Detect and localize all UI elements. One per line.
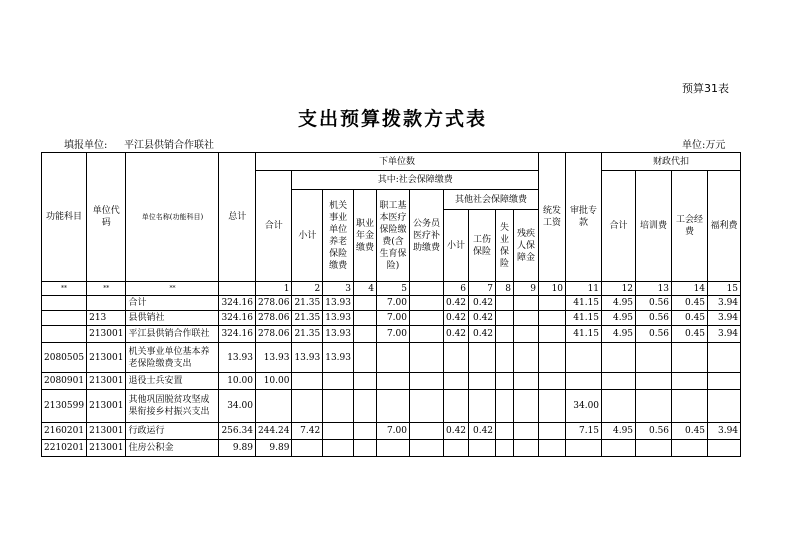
value-cell: 9.89 <box>255 440 292 457</box>
code-cell: ** <box>126 282 219 296</box>
unit-code-cell: 213001 <box>87 440 126 457</box>
value-cell <box>539 296 566 311</box>
value-cell <box>672 343 708 373</box>
filling-unit-name: 平江县供销合作联社 <box>124 140 214 151</box>
unit-name-cell: 平江县供销合作联社 <box>126 326 219 343</box>
table-body <box>42 296 741 457</box>
value-cell <box>409 390 443 423</box>
func-subject-cell: 2080901 <box>42 373 87 390</box>
header-training: 培训费 <box>636 171 672 282</box>
value-cell: 7.00 <box>376 326 409 343</box>
table-row <box>42 423 741 440</box>
value-cell <box>409 440 443 457</box>
value-cell <box>496 326 514 343</box>
value-cell <box>514 390 539 423</box>
unit-code-cell: 213 <box>87 311 126 326</box>
code-cell: ** <box>87 282 126 296</box>
value-cell <box>353 440 376 457</box>
value-cell <box>469 390 496 423</box>
value-cell: 0.45 <box>672 423 708 440</box>
code-cell: 13 <box>636 282 672 296</box>
value-cell <box>409 326 443 343</box>
func-subject-cell: 2130599 <box>42 390 87 423</box>
value-cell: 7.00 <box>376 423 409 440</box>
value-cell: 13.93 <box>323 343 354 373</box>
unit-name-cell: 住房公积金 <box>126 440 219 457</box>
value-cell <box>409 343 443 373</box>
value-cell: 278.06 <box>255 311 292 326</box>
value-cell: 41.15 <box>566 311 602 326</box>
value-cell <box>496 296 514 311</box>
value-cell <box>323 390 354 423</box>
value-cell <box>496 440 514 457</box>
table-row <box>42 326 741 343</box>
value-cell: 3.94 <box>708 326 741 343</box>
table-row <box>42 311 741 326</box>
header-disabled: 残疾人保障金 <box>514 210 539 282</box>
value-cell <box>376 440 409 457</box>
value-cell <box>514 343 539 373</box>
value-cell <box>353 373 376 390</box>
value-cell: 324.16 <box>219 296 256 311</box>
value-cell <box>602 373 636 390</box>
value-cell: 0.56 <box>636 311 672 326</box>
value-cell <box>353 390 376 423</box>
code-cell: 5 <box>376 282 409 296</box>
value-cell <box>602 440 636 457</box>
value-cell: 0.42 <box>443 311 468 326</box>
value-cell: 0.42 <box>469 311 496 326</box>
value-cell <box>602 343 636 373</box>
value-cell: 0.42 <box>469 423 496 440</box>
table-row <box>42 390 741 423</box>
value-cell <box>323 423 354 440</box>
value-cell <box>443 440 468 457</box>
header-social-subtotal: 小计 <box>292 190 323 282</box>
value-cell: 13.93 <box>219 343 256 373</box>
table-row <box>42 296 741 311</box>
value-cell: 7.00 <box>376 296 409 311</box>
header-fiscal: 财政代扣 <box>602 153 741 171</box>
value-cell: 7.00 <box>376 311 409 326</box>
func-subject-cell <box>42 311 87 326</box>
value-cell <box>514 311 539 326</box>
value-cell: 7.15 <box>566 423 602 440</box>
value-cell <box>514 326 539 343</box>
value-cell: 3.94 <box>708 423 741 440</box>
header-pension: 机关事业单位养老保险缴费 <box>323 190 354 282</box>
value-cell <box>353 326 376 343</box>
func-subject-cell: 2160201 <box>42 423 87 440</box>
value-cell: 13.93 <box>255 343 292 373</box>
value-cell: 0.42 <box>469 296 496 311</box>
value-cell <box>672 390 708 423</box>
value-cell: 0.45 <box>672 311 708 326</box>
value-cell <box>708 373 741 390</box>
table-row <box>42 440 741 457</box>
func-subject-cell <box>42 296 87 311</box>
header-annuity: 职业年金缴费 <box>353 190 376 282</box>
value-cell <box>636 343 672 373</box>
value-cell <box>353 423 376 440</box>
value-cell <box>672 440 708 457</box>
value-cell <box>539 440 566 457</box>
unit-code-cell: 213001 <box>87 343 126 373</box>
value-cell <box>539 311 566 326</box>
header-wages: 统发工资 <box>539 153 566 282</box>
header-medical: 职工基本医疗保险缴费(含生育保险) <box>376 190 409 282</box>
code-cell: 2 <box>292 282 323 296</box>
page-title: 支出预算拨款方式表 <box>297 108 487 130</box>
value-cell <box>539 326 566 343</box>
value-cell <box>469 440 496 457</box>
value-cell <box>353 343 376 373</box>
value-cell: 13.93 <box>292 343 323 373</box>
value-cell <box>409 373 443 390</box>
value-cell <box>496 311 514 326</box>
value-cell <box>708 440 741 457</box>
value-cell: 10.00 <box>219 373 256 390</box>
value-cell <box>514 373 539 390</box>
value-cell <box>323 373 354 390</box>
code-row <box>42 282 741 296</box>
unit-name-cell: 其他巩固脱贫攻坚成果衔接乡村振兴支出 <box>126 390 219 423</box>
code-cell: 4 <box>353 282 376 296</box>
value-cell <box>602 390 636 423</box>
header-unit-code: 单位代码 <box>87 153 126 282</box>
code-cell <box>409 282 443 296</box>
func-subject-cell: 2210201 <box>42 440 87 457</box>
value-cell <box>409 296 443 311</box>
code-cell: ** <box>42 282 87 296</box>
value-cell <box>323 440 354 457</box>
unit-name-cell: 行政运行 <box>126 423 219 440</box>
value-cell <box>708 343 741 373</box>
header-other-subtotal: 小计 <box>443 210 468 282</box>
value-cell: 0.56 <box>636 296 672 311</box>
value-cell <box>496 343 514 373</box>
func-subject-cell <box>42 326 87 343</box>
value-cell <box>539 343 566 373</box>
header-welfare: 福利费 <box>708 171 741 282</box>
value-cell <box>496 423 514 440</box>
value-cell: 324.16 <box>219 326 256 343</box>
value-cell <box>409 311 443 326</box>
value-cell: 21.35 <box>292 311 323 326</box>
value-cell: 34.00 <box>566 390 602 423</box>
header-func-subject: 功能科目 <box>42 153 87 282</box>
value-cell: 4.95 <box>602 423 636 440</box>
value-cell: 4.95 <box>602 326 636 343</box>
value-cell: 41.15 <box>566 326 602 343</box>
unit-label: 单位:万元 <box>682 140 726 151</box>
value-cell: 4.95 <box>602 311 636 326</box>
header-civil-medical: 公务员医疗补助缴费 <box>409 190 443 282</box>
header-social: 其中:社会保障缴费 <box>292 171 539 190</box>
unit-code-cell <box>87 296 126 311</box>
unit-name-cell: 退役士兵安置 <box>126 373 219 390</box>
code-cell: 1 <box>255 282 292 296</box>
value-cell: 0.45 <box>672 296 708 311</box>
value-cell <box>469 373 496 390</box>
header-approval: 审批专款 <box>566 153 602 282</box>
unit-code-cell: 213001 <box>87 390 126 423</box>
unit-name-cell: 县供销社 <box>126 311 219 326</box>
value-cell <box>292 390 323 423</box>
value-cell <box>514 296 539 311</box>
budget-table <box>41 152 741 457</box>
value-cell <box>443 390 468 423</box>
header-total: 总计 <box>219 153 256 282</box>
value-cell: 0.42 <box>469 326 496 343</box>
value-cell <box>708 390 741 423</box>
code-cell: 10 <box>539 282 566 296</box>
value-cell <box>496 390 514 423</box>
value-cell: 0.42 <box>443 296 468 311</box>
unit-code-cell: 213001 <box>87 373 126 390</box>
value-cell: 4.95 <box>602 296 636 311</box>
value-cell <box>496 373 514 390</box>
header-lower-total: 合计 <box>255 171 292 282</box>
code-cell <box>219 282 256 296</box>
value-cell <box>514 423 539 440</box>
unit-name-cell: 机关事业单位基本养老保险缴费支出 <box>126 343 219 373</box>
value-cell: 3.94 <box>708 311 741 326</box>
value-cell <box>636 440 672 457</box>
value-cell: 0.56 <box>636 326 672 343</box>
value-cell: 13.93 <box>323 296 354 311</box>
value-cell: 0.45 <box>672 326 708 343</box>
code-cell: 12 <box>602 282 636 296</box>
code-cell: 11 <box>566 282 602 296</box>
value-cell <box>539 373 566 390</box>
value-cell <box>636 373 672 390</box>
value-cell: 21.35 <box>292 296 323 311</box>
header-unit-name: 单位名称(功能科目) <box>126 153 219 282</box>
code-cell: 8 <box>496 282 514 296</box>
value-cell <box>566 343 602 373</box>
value-cell <box>672 373 708 390</box>
value-cell <box>409 423 443 440</box>
value-cell: 278.06 <box>255 326 292 343</box>
table-row <box>42 373 741 390</box>
value-cell <box>469 343 496 373</box>
value-cell <box>376 390 409 423</box>
value-cell: 9.89 <box>219 440 256 457</box>
value-cell: 7.42 <box>292 423 323 440</box>
value-cell: 13.93 <box>323 326 354 343</box>
header-injury: 工伤保险 <box>469 210 496 282</box>
value-cell: 41.15 <box>566 296 602 311</box>
header-unemployment: 失业保险 <box>496 210 514 282</box>
value-cell: 21.35 <box>292 326 323 343</box>
value-cell <box>353 296 376 311</box>
header-union: 工会经费 <box>672 171 708 282</box>
value-cell: 324.16 <box>219 311 256 326</box>
value-cell <box>353 311 376 326</box>
value-cell: 0.42 <box>443 423 468 440</box>
code-cell: 9 <box>514 282 539 296</box>
value-cell <box>443 373 468 390</box>
unit-code-cell: 213001 <box>87 326 126 343</box>
value-cell <box>292 440 323 457</box>
value-cell: 278.06 <box>255 296 292 311</box>
value-cell <box>514 440 539 457</box>
value-cell: 0.42 <box>443 326 468 343</box>
code-cell: 14 <box>672 282 708 296</box>
value-cell <box>292 373 323 390</box>
value-cell <box>539 390 566 423</box>
value-cell <box>539 423 566 440</box>
value-cell: 0.56 <box>636 423 672 440</box>
table-row <box>42 343 741 373</box>
code-cell: 3 <box>323 282 354 296</box>
unit-name-cell: 合计 <box>126 296 219 311</box>
value-cell <box>376 343 409 373</box>
header-lower-unit: 下单位数 <box>255 153 538 171</box>
value-cell: 244.24 <box>255 423 292 440</box>
value-cell <box>376 373 409 390</box>
form-number: 预算31表 <box>682 82 729 95</box>
header-fiscal-total: 合计 <box>602 171 636 282</box>
unit-code-cell: 213001 <box>87 423 126 440</box>
value-cell <box>636 390 672 423</box>
value-cell: 13.93 <box>323 311 354 326</box>
value-cell <box>443 343 468 373</box>
code-cell: 7 <box>469 282 496 296</box>
value-cell: 256.34 <box>219 423 256 440</box>
value-cell: 10.00 <box>255 373 292 390</box>
filling-unit-label: 填报单位: <box>64 140 108 151</box>
value-cell: 3.94 <box>708 296 741 311</box>
code-cell: 15 <box>708 282 741 296</box>
value-cell <box>566 373 602 390</box>
header-other-social: 其他社会保障缴费 <box>443 190 538 210</box>
code-cell: 6 <box>443 282 468 296</box>
value-cell <box>255 390 292 423</box>
value-cell: 34.00 <box>219 390 256 423</box>
func-subject-cell: 2080505 <box>42 343 87 373</box>
value-cell <box>566 440 602 457</box>
